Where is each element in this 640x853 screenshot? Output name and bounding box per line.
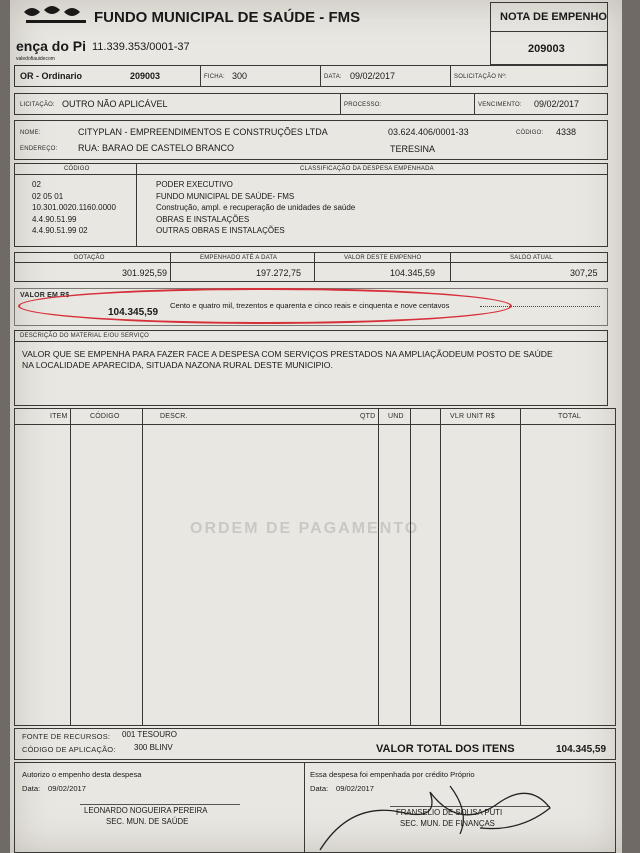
- itens-header-cell: CÓDIGO: [90, 413, 120, 420]
- class-code: 4.4.90.51.99 02: [32, 226, 88, 235]
- class-code: 10.301.0020.1160.0000: [32, 203, 116, 212]
- vencimento-value: 09/02/2017: [534, 99, 580, 109]
- nome-label: NOME:: [20, 130, 41, 136]
- class-description: OBRAS E INSTALAÇÕES: [156, 214, 250, 224]
- valor-extenso-text: Cento e quatro mil, trezentos e quarenta e cinco reais e cinquenta e nove centavos: [170, 301, 450, 310]
- licitacao-label: LICITAÇÃO:: [20, 102, 55, 108]
- credor-endereco: RUA: BARAO DE CASTELO BRANCO: [78, 143, 235, 153]
- fonte-label: FONTE DE RECURSOS:: [22, 732, 111, 741]
- itens-header-cell: DESCR.: [160, 413, 188, 420]
- document-page: [10, 0, 622, 853]
- descricao-line-1: VALOR QUE SE EMPENHA PARA FAZER FACE A DESPESA COM SERVIÇOS PRESTADOS NA AMPLIAÇÃODEUM POSTO DE SAÚDE: [22, 349, 553, 359]
- ficha-value: 300: [232, 71, 248, 81]
- left-date-label: Data:: [22, 784, 41, 793]
- itens-header-cell: TOTAL: [558, 413, 581, 420]
- fonte-value: 001 TESOURO: [122, 730, 177, 739]
- class-description: FUNDO MUNICIPAL DE SAÚDE- FMS: [156, 191, 295, 201]
- fms-logo: [18, 4, 96, 30]
- org-cnpj: 11.339.353/0001-37: [92, 41, 190, 53]
- class-description: Construção, ampl. e recuperação de unidades de saúde: [156, 203, 356, 212]
- credor-cnpj: 03.624.406/0001-33: [388, 127, 469, 137]
- class-description: OUTRAS OBRAS E INSTALAÇÕES: [156, 226, 285, 235]
- left-signer-role: SEC. MUN. DE SAÚDE: [106, 817, 189, 826]
- solicitacao-label: SOLICITAÇÃO Nº:: [454, 74, 507, 80]
- itens-header-cell: UND: [388, 413, 404, 420]
- row-empenho-info: [14, 65, 608, 87]
- class-code: 4.4.90.51.99: [32, 214, 77, 224]
- credor-box: [14, 120, 608, 160]
- itens-header-cell: VLR UNIT R$: [450, 413, 495, 420]
- left-date: 09/02/2017: [48, 784, 87, 793]
- itens-header-cell: ITEM: [50, 413, 68, 420]
- right-date-label: Data:: [310, 784, 329, 793]
- saldo-label: SALDO ATUAL: [510, 255, 553, 261]
- org-name: FUNDO MUNICIPAL DE SAÚDE - FMS: [94, 9, 361, 26]
- left-signer-name: LEONARDO NOGUEIRA PEREIRA: [84, 806, 208, 815]
- red-highlight-circle: [18, 288, 512, 324]
- licitacao-value: OUTRO NÃO APLICÁVEL: [62, 99, 168, 109]
- handwritten-signature: [310, 772, 610, 853]
- codigo-label: CÓDIGO:: [516, 130, 544, 136]
- deste-empenho-label: VALOR DESTE EMPENHO: [344, 255, 422, 261]
- valor-extenso-number: 104.345,59: [108, 307, 159, 318]
- right-signer-role: SEC. MUN. DE FINANÇAS: [400, 819, 495, 828]
- itens-table: [14, 408, 616, 726]
- data-value: 09/02/2017: [350, 71, 396, 81]
- dotacao-value: 301.925,59: [122, 268, 168, 278]
- vencimento-label: VENCIMENTO:: [478, 102, 522, 108]
- data-label: DATA:: [324, 74, 342, 80]
- ficha-label: FICHA:: [204, 74, 225, 80]
- left-sign-text: Autorizo o empenho desta despesa: [22, 770, 142, 779]
- aplicacao-label: CÓDIGO DE APLICAÇÃO:: [22, 745, 116, 754]
- valor-extenso-label: VALOR EM R$: [20, 292, 70, 299]
- faded-stamp: ORDEM DE PAGAMENTO: [190, 520, 420, 537]
- empenho-number: 209003: [130, 71, 161, 81]
- class-codigo-header: CÓDIGO: [64, 166, 90, 172]
- aplicacao-value: 300 BLINV: [134, 743, 173, 752]
- doc-number: 209003: [528, 43, 565, 55]
- itens-header-cell: QTD: [360, 413, 376, 420]
- dotacao-label: DOTAÇÃO: [74, 255, 105, 261]
- org-url: valedofiauidecom: [16, 56, 55, 62]
- total-label: VALOR TOTAL DOS ITENS: [376, 743, 515, 755]
- left-signature-line: [80, 804, 240, 805]
- endereco-label: ENDEREÇO:: [20, 146, 58, 152]
- city-name: ença do Pi: [16, 38, 87, 54]
- right-date: 09/02/2017: [336, 784, 375, 793]
- credor-cidade: TERESINA: [390, 144, 436, 154]
- class-description: PODER EXECUTIVO: [156, 180, 233, 189]
- class-code: 02 05 01: [32, 191, 64, 201]
- right-signer-name: FRANSELIO DE SOUSA PUTI: [396, 808, 503, 817]
- total-value: 104.345,59: [556, 744, 607, 755]
- credor-nome: CITYPLAN - EMPREENDIMENTOS E CONSTRUÇÕES LTDA: [78, 127, 328, 137]
- class-code: 02: [32, 180, 41, 189]
- processo-label: PROCESSO:: [344, 102, 382, 108]
- saldo-value: 307,25: [570, 268, 598, 278]
- descricao-label: DESCRIÇÃO DO MATERIAL E/OU SERVIÇO: [20, 333, 150, 339]
- class-title: CLASSIFICAÇÃO DA DESPESA EMPENHADA: [300, 166, 434, 172]
- descricao-line-2: NA LOCALIDADE APARECIDA, SITUADA NAZONA RURAL DESTE MUNICIPIO.: [22, 360, 333, 370]
- empenho-type: OR - Ordinario: [20, 71, 83, 81]
- empenhado-value: 197.272,75: [256, 268, 302, 278]
- doc-title: NOTA DE EMPENHO: [500, 11, 607, 23]
- empenhado-label: EMPENHADO ATÉ A DATA: [200, 255, 278, 261]
- credor-codigo: 4338: [556, 127, 577, 137]
- deste-empenho-value: 104.345,59: [390, 268, 436, 278]
- right-sign-text: Essa despesa foi empenhada por crédito Próprio: [310, 770, 475, 779]
